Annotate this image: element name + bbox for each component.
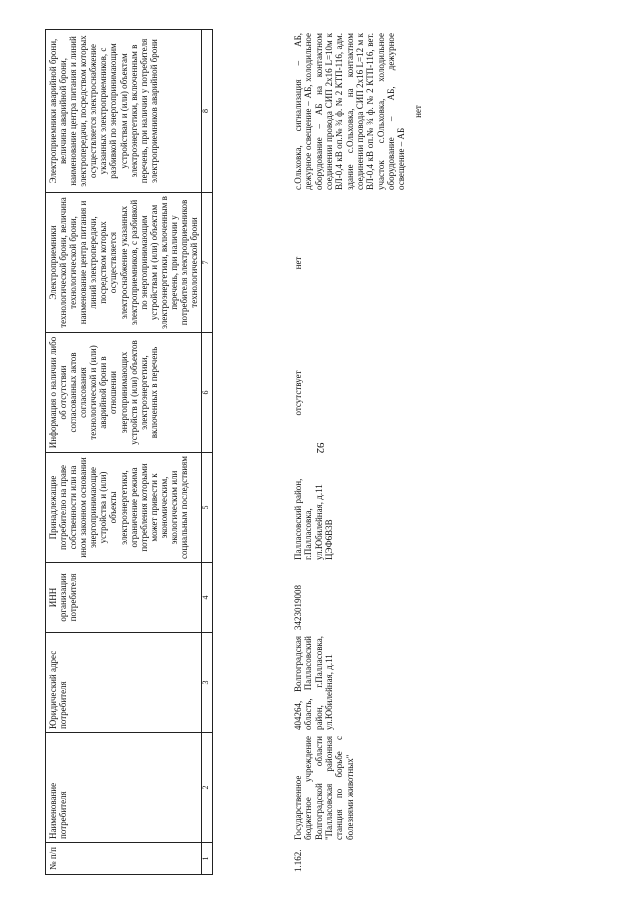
- facilities-value: Палласовский район, г.Палласовка, ул.Юбилейная, д.11 ЦЭФ6В3В: [293, 478, 335, 560]
- header-acts-info: Информация о наличии либо об отсутствии согласованных актов согласования технологической и (или) аварийной брони в отношении энергопринимающих устройств и (или) объектов электроэнергетики, включенных в перечень: [46, 333, 202, 453]
- emergency-reserve-extra: нет: [412, 105, 423, 118]
- emergency-reserve-cell: [293, 30, 423, 193]
- column-number: 2: [202, 733, 213, 843]
- consumer-table: [45, 29, 213, 875]
- column-number: 8: [202, 30, 213, 193]
- header-consumer-name: Наименование потребителя: [46, 733, 202, 843]
- column-number: 6: [202, 333, 213, 453]
- consumer-name: Государственное бюджетное учреждение Волгоградской области "Палласовская районная станция по борьбе с болезнями животных": [293, 736, 355, 840]
- inn-value: 3423019008: [293, 585, 303, 630]
- header-legal-address: Юридический адрес потребителя: [46, 633, 202, 733]
- header-num: № п/п: [46, 843, 202, 875]
- table-header-row: [46, 30, 202, 875]
- table-row: [293, 30, 423, 875]
- legal-address: 404264, Волгоградская область, Палласовский район, г.Палласовка, ул.Юбилейная, д.11: [293, 636, 335, 730]
- header-facilities: Принадлежащие потребителю на праве собственности или на ином законном основании энергопринимающие устройства и (или) объекты электроэнергетики, ограничение режима потребления которыми может привести к экономическим, экологическим или социальным последствиям: [46, 453, 202, 563]
- rotated-table-area: [45, 30, 605, 875]
- acts-info-value: отсутствует: [293, 370, 303, 416]
- table-body: [293, 30, 423, 875]
- page-number: 92: [314, 442, 326, 454]
- column-number: 4: [202, 563, 213, 633]
- column-number: 1: [202, 843, 213, 875]
- emergency-reserve-value: с.Ольховка, сигнализация – АБ, дежурное освещение – АБ, холодильное оборудование – АБ на контактном соединении провода СИП 2х16 L=10м к ВЛ-0,4 кВ оп.№ ¾ ф. № 2 КТП-116, адм. здание с.Ольховка, на контактном соединении провода СИП 2х16 L=12 м к ВЛ-0,4 кВ оп.№ ¾ ф. № 2 КТП-116, вет. участок с.Ольховка, холодильное оборудование – АБ, дежурное освещение – АБ: [293, 33, 407, 190]
- column-number-row: [202, 30, 213, 875]
- header-inn: ИНН организации потребителя: [46, 563, 202, 633]
- header-tech-reserve: Электроприемники технологической брони, величина технологической брони, наименование центра питания и линий электропередачи, посредством которых осуществляется электроснабжение указанных электроприемников, с разбивкой по энергопринимающим устройствам и (или) объектам электроэнергетики, включенным в перечень, при наличии у потребителя электроприемников технологической брони: [46, 193, 202, 333]
- column-number: 5: [202, 453, 213, 563]
- column-number: 3: [202, 633, 213, 733]
- column-number: 7: [202, 193, 213, 333]
- row-number: 1.162.: [293, 849, 303, 872]
- tech-reserve-value: нет: [293, 256, 303, 270]
- header-emergency-reserve: Электроприемники аварийной брони, величина аварийной брони, наименование центра питания и линий электропередачи, посредством которых осуществляется электроснабжение указанных электроприемников, с разбивкой по энергопринимающим устройствам и (или) объектам электроэнергетики, включенным в перечень, при наличии у потребителя электроприемников аварийной брони: [46, 30, 202, 193]
